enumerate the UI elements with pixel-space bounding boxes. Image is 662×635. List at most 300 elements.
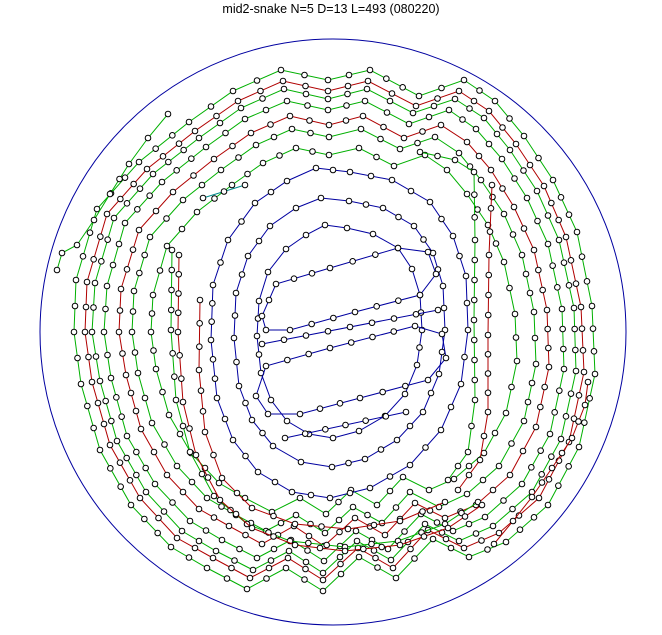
vertex-marker	[284, 98, 290, 104]
vertex-marker	[91, 305, 97, 311]
vertex-marker	[481, 450, 487, 456]
vertex-marker	[380, 205, 386, 211]
vertex-marker	[142, 516, 148, 522]
vertex-marker	[124, 433, 130, 439]
vertex-marker	[591, 349, 597, 355]
vertex-marker	[286, 548, 292, 554]
vertex-marker	[303, 83, 309, 89]
vertex-marker	[305, 548, 311, 554]
vertex-marker	[383, 414, 389, 420]
vertex-marker	[306, 351, 312, 357]
vertex-marker	[531, 309, 537, 315]
vertex-marker	[104, 283, 110, 289]
vertex-marker	[160, 154, 166, 160]
vertex-marker	[546, 364, 552, 370]
vertex-marker	[293, 145, 299, 151]
vertex-marker	[416, 93, 422, 99]
vertex-marker	[169, 247, 175, 253]
vertex-marker	[458, 381, 464, 387]
vertex-marker	[510, 506, 516, 512]
vertex-marker	[485, 547, 491, 553]
vertex-marker	[91, 257, 97, 263]
vertex-marker	[523, 271, 529, 277]
vertex-marker	[303, 232, 309, 238]
vertex-marker	[266, 565, 272, 571]
vertex-marker	[486, 108, 492, 114]
vertex-marker	[177, 431, 183, 437]
vertex-marker	[546, 345, 552, 351]
vertex-marker	[511, 204, 517, 210]
vertex-marker	[525, 399, 531, 405]
vertex-marker	[174, 463, 180, 469]
vertex-marker	[347, 324, 353, 330]
vertex-marker	[129, 329, 135, 335]
vertex-marker	[556, 237, 562, 243]
vertex-marker	[461, 77, 467, 83]
vertex-marker	[492, 98, 498, 104]
vertex-marker	[123, 372, 129, 378]
vertex-marker	[356, 145, 362, 151]
vertex-marker	[344, 103, 350, 109]
vertex-marker	[546, 477, 552, 483]
vertex-marker	[465, 327, 471, 333]
vertex-marker	[281, 337, 287, 343]
vertex-marker	[472, 377, 478, 383]
vertex-marker	[293, 512, 299, 518]
vertex-marker	[512, 176, 518, 182]
vertex-marker	[563, 234, 569, 240]
vertex-marker	[394, 437, 400, 443]
vertex-marker	[573, 281, 579, 287]
vertex-marker	[197, 344, 203, 350]
vertex-marker	[384, 76, 390, 82]
vertex-marker	[545, 326, 551, 332]
vertex-marker	[177, 353, 183, 359]
vertex-marker	[420, 129, 426, 135]
vertex-marker	[568, 258, 574, 264]
vertex-marker	[118, 484, 124, 490]
vertex-marker	[219, 537, 225, 543]
vertex-marker	[168, 544, 174, 550]
vertex-marker	[214, 395, 220, 401]
vertex-marker	[411, 223, 417, 229]
vertex-marker	[370, 334, 376, 340]
vertex-marker	[462, 514, 468, 520]
vertex-marker	[486, 272, 492, 278]
vertex-marker	[432, 134, 438, 140]
vertex-marker	[462, 354, 468, 360]
vertex-marker	[133, 408, 139, 414]
vertex-marker	[137, 270, 143, 276]
vertex-marker	[559, 450, 565, 456]
vertex-marker	[452, 96, 458, 102]
vertex-marker	[187, 426, 193, 432]
vertex-marker	[54, 267, 60, 273]
vertex-marker	[538, 448, 544, 454]
vertex-marker	[73, 277, 79, 283]
vertex-marker	[326, 122, 332, 128]
vertex-marker	[310, 149, 316, 155]
vertex-marker	[95, 400, 101, 406]
vertex-marker	[342, 548, 348, 554]
vertex-marker	[469, 423, 475, 429]
vertex-marker	[89, 379, 95, 385]
vertex-marker	[108, 466, 114, 472]
vertex-marker	[147, 193, 153, 199]
vertex-marker	[369, 541, 375, 547]
vertex-marker	[407, 423, 413, 429]
vertex-marker	[302, 72, 308, 78]
vertex-marker	[72, 303, 78, 309]
vertex-marker	[211, 493, 217, 499]
vertex-marker	[395, 245, 401, 251]
vertex-marker	[346, 460, 352, 466]
vertex-marker	[346, 72, 352, 78]
vertex-marker	[217, 497, 223, 503]
vertex-marker	[415, 140, 421, 146]
vertex-marker	[582, 402, 588, 408]
vertex-marker	[545, 502, 551, 508]
vertex-marker	[487, 229, 493, 235]
vertex-marker	[164, 243, 170, 249]
vertex-marker	[471, 98, 477, 104]
vertex-marker	[254, 333, 260, 339]
vertex-marker	[378, 447, 384, 453]
vertex-marker	[292, 521, 298, 527]
vertex-marker	[172, 374, 178, 380]
vertex-marker	[343, 422, 349, 428]
vertex-marker	[174, 535, 180, 541]
vertex-marker	[457, 253, 463, 259]
vertex-marker	[412, 500, 418, 506]
vertex-marker	[238, 105, 244, 111]
vertex-marker	[440, 283, 446, 289]
vertex-marker	[352, 309, 358, 315]
vertex-marker	[561, 346, 567, 352]
vertex-marker	[82, 329, 88, 335]
vertex-marker	[434, 520, 440, 526]
vertex-marker	[363, 418, 369, 424]
vertex-marker	[343, 118, 349, 124]
vertex-marker	[536, 155, 542, 161]
vertex-marker	[428, 390, 434, 396]
vertex-marker	[209, 319, 215, 325]
vertex-marker	[448, 545, 454, 551]
vertex-marker	[439, 331, 445, 337]
vertex-marker	[337, 401, 343, 407]
vertex-marker	[110, 262, 116, 268]
vertex-marker	[420, 509, 426, 515]
vertex-marker	[426, 114, 432, 120]
vertex-marker	[556, 217, 562, 223]
vertex-marker	[438, 122, 444, 128]
vertex-marker	[247, 575, 253, 581]
vertex-marker	[385, 546, 391, 552]
vertex-marker	[327, 495, 333, 501]
vertex-marker	[471, 169, 477, 175]
vertex-marker	[292, 542, 298, 548]
vertex-marker	[196, 506, 202, 512]
vertex-marker	[134, 472, 140, 478]
vertex-marker	[268, 189, 274, 195]
vertex-marker	[210, 357, 216, 363]
vertex-marker	[320, 577, 326, 583]
vertex-marker	[191, 173, 197, 179]
vertex-marker	[176, 271, 182, 277]
vertex-marker	[116, 329, 122, 335]
vertex-marker	[336, 499, 342, 505]
vertex-marker	[124, 267, 130, 273]
vertex-marker	[118, 286, 124, 292]
vertex-marker	[488, 167, 494, 173]
vertex-marker	[558, 195, 564, 201]
vertex-marker	[309, 321, 315, 327]
vertex-marker	[309, 271, 315, 277]
vertex-marker	[117, 308, 123, 314]
vertex-marker	[103, 398, 109, 404]
vertex-marker	[270, 443, 276, 449]
vertex-marker	[533, 361, 539, 367]
vertex-marker	[407, 462, 413, 468]
vertex-marker	[438, 427, 444, 433]
vertex-marker	[160, 389, 166, 395]
vertex-marker	[84, 279, 90, 285]
vertex-marker	[120, 351, 126, 357]
vertex-markers	[200, 182, 248, 201]
vertex-marker	[284, 418, 290, 424]
vertex-marker	[550, 177, 556, 183]
vertex-marker	[180, 197, 186, 203]
vertex-marker	[317, 545, 323, 551]
vertex-marker	[137, 495, 143, 501]
vertex-marker	[389, 91, 395, 97]
vertex-marker	[278, 67, 284, 73]
vertex-marker	[503, 410, 509, 416]
vertex-marker	[417, 345, 423, 351]
vertex-marker	[576, 419, 582, 425]
vertex-marker	[159, 179, 165, 185]
vertex-marker	[229, 565, 235, 571]
vertex-marker	[566, 212, 572, 218]
vertex-marker	[446, 107, 452, 113]
vertex-marker	[103, 306, 109, 312]
vertex-marker	[176, 141, 182, 147]
vertex-marker	[323, 427, 329, 433]
vertex-marker	[345, 91, 351, 97]
vertex-marker	[367, 67, 373, 73]
vertex-marker	[208, 337, 214, 343]
vertex-marker	[307, 118, 313, 124]
vertex-marker	[271, 513, 277, 519]
vertex-marker	[208, 104, 214, 110]
vertex-marker	[258, 88, 264, 94]
vertex-marker	[559, 306, 565, 312]
vertex-marker	[265, 411, 271, 417]
vertex-marker	[289, 489, 295, 495]
vertex-marker	[364, 86, 370, 92]
outer-circle	[40, 39, 626, 625]
vertex-marker	[199, 182, 205, 188]
vertex-marker	[481, 115, 487, 121]
vertex-marker	[387, 98, 393, 104]
vertex-marker	[464, 139, 470, 145]
vertex-marker	[574, 229, 580, 235]
vertex-markers	[208, 165, 471, 501]
vertex-marker	[134, 449, 140, 455]
vertex-marker	[397, 146, 403, 152]
vertex-marker	[271, 534, 277, 540]
vertex-marker	[552, 410, 558, 416]
vertex-marker	[417, 149, 423, 155]
vertex-marker	[91, 217, 97, 223]
vertex-marker	[169, 267, 175, 273]
vertex-marker	[507, 285, 513, 291]
vertex-marker	[260, 430, 266, 436]
vertex-marker	[501, 498, 507, 504]
vertex-marker	[360, 113, 366, 119]
vertex-marker	[561, 260, 567, 266]
vertex-marker	[507, 147, 513, 153]
core-loop-upper	[262, 248, 436, 330]
vertex-marker	[374, 154, 380, 160]
vertex-marker	[80, 254, 86, 260]
vertex-marker	[388, 557, 394, 563]
vertex-marker	[412, 323, 418, 329]
vertex-marker	[180, 423, 186, 429]
vertex-marker	[471, 337, 477, 343]
vertex-marker	[477, 88, 483, 94]
vertex-marker	[291, 276, 297, 282]
vertex-marker	[211, 156, 217, 162]
vertex-marker	[99, 259, 105, 265]
vertex-marker	[318, 195, 324, 201]
vertex-marker	[107, 191, 113, 197]
vertex-marker	[442, 515, 448, 521]
vertex-marker	[97, 378, 103, 384]
vertex-marker	[370, 231, 376, 237]
vertex-marker	[145, 135, 151, 141]
vertex-marker	[170, 500, 176, 506]
vertex-marker	[466, 521, 472, 527]
vertex-marker	[378, 136, 384, 142]
vertex-marker	[284, 178, 290, 184]
vertex-marker	[293, 205, 299, 211]
vertex-marker	[322, 222, 328, 228]
vertex-marker	[137, 186, 143, 192]
vertex-marker	[486, 292, 492, 298]
vertex-marker	[563, 414, 569, 420]
vertex-marker	[192, 128, 198, 134]
vertex-marker	[541, 183, 547, 189]
vertex-marker	[466, 463, 472, 469]
vertex-marker	[281, 86, 287, 92]
vertex-marker	[85, 403, 91, 409]
vertex-marker	[464, 191, 470, 197]
vertex-marker	[164, 472, 170, 478]
vertex-marker	[148, 329, 154, 335]
vertex-marker	[124, 201, 130, 207]
vertex-marker	[545, 241, 551, 247]
vertex-marker	[549, 454, 555, 460]
vertex-marker	[197, 297, 203, 303]
vertex-marker	[147, 234, 153, 240]
vertex-marker	[173, 397, 179, 403]
vertex-marker	[149, 311, 155, 317]
vertex-marker	[179, 376, 185, 382]
vertex-marker	[233, 290, 239, 296]
vertex-marker	[303, 566, 309, 572]
vertex-marker	[347, 490, 353, 496]
vertex-marker	[549, 200, 555, 206]
vertex-markers	[129, 126, 539, 536]
vertex-marker	[496, 463, 502, 469]
vertex-marker	[239, 219, 245, 225]
vertex-marker	[501, 259, 507, 265]
vertex-marker	[561, 366, 567, 372]
vertex-marker	[336, 517, 342, 523]
vertex-marker	[396, 298, 402, 304]
vertex-marker	[263, 363, 269, 369]
vertex-marker	[150, 292, 156, 298]
vertex-marker	[138, 426, 144, 432]
vertex-marker	[536, 267, 542, 273]
vertex-marker	[283, 246, 289, 252]
vertex-marker	[136, 159, 142, 165]
vertex-marker	[387, 488, 393, 494]
vertex-marker	[91, 425, 97, 431]
vertex-marker	[187, 518, 193, 524]
vertex-marker	[534, 188, 540, 194]
vertex-marker	[352, 515, 358, 521]
vertex-marker	[302, 431, 308, 437]
vertex-marker	[186, 555, 192, 561]
vertex-marker	[517, 527, 523, 533]
vertex-marker	[256, 352, 262, 358]
vertex-marker	[507, 472, 513, 478]
vertex-marker	[83, 304, 89, 310]
vertex-marker	[260, 96, 266, 102]
vertex-marker	[176, 291, 182, 297]
vertex-marker	[485, 351, 491, 357]
vertex-marker	[329, 464, 335, 470]
vertex-marker	[354, 538, 360, 544]
vertex-marker	[222, 416, 228, 422]
vertex-marker	[460, 117, 466, 123]
vertex-marker	[136, 227, 142, 233]
vertex-marker	[150, 171, 156, 177]
vertex-marker	[325, 88, 331, 94]
vertex-marker	[513, 141, 519, 147]
vertex-marker	[259, 341, 265, 347]
vertex-marker	[527, 162, 533, 168]
vertex-marker	[255, 469, 261, 475]
vertex-marker	[109, 418, 115, 424]
vertex-marker	[347, 169, 353, 175]
vertex-marker	[472, 277, 478, 283]
vertex-marker	[105, 352, 111, 358]
vertex-marker	[581, 369, 587, 375]
vertex-marker	[117, 176, 123, 182]
vertex-marker	[114, 395, 120, 401]
vertex-marker	[467, 106, 473, 112]
vertex-markers	[254, 222, 425, 441]
vertex-marker	[196, 135, 202, 141]
vertex-marker	[326, 152, 332, 158]
vertex-marker	[421, 534, 427, 540]
vertex-marker	[268, 558, 274, 564]
vertex-marker	[89, 329, 95, 335]
vertex-marker	[403, 409, 409, 415]
